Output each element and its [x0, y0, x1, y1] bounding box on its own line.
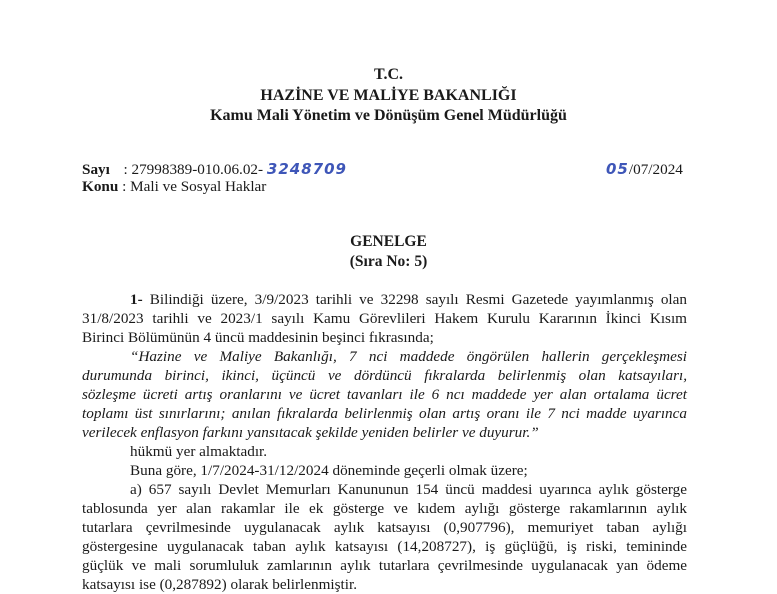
- header-ministry: HAZİNE VE MALİYE BAKANLIĞI: [260, 87, 517, 104]
- item-a-line2: tablosunda yer alan rakamlar ile ek gösterge ve kıdem aylığı gösterge rakamlarının aylık: [82, 500, 687, 517]
- after-quote: hükmü yer almaktadır.: [130, 443, 268, 460]
- quote-line1: “Hazine ve Maliye Bakanlığı, 7 nci maddede öngörülen hallerin gerçekleşmesi: [130, 348, 687, 365]
- sayi-label: Sayı: [82, 161, 110, 178]
- item-a-line5: güçlük ve mali sorumluluk zamlarının aylık tutarlara çevrilmesinde uygulanacak yan ödeme: [82, 557, 687, 574]
- konu-value: : Mali ve Sosyal Haklar: [122, 178, 267, 195]
- doc-title: GENELGE: [350, 233, 427, 250]
- doc-sequence: (Sıra No: 5): [349, 253, 428, 270]
- quote-line4: toplamı üst sınırlarını; anılan fıkralarda belirlenmiş olan artış oranı ile 7 nci madde uyarınca: [82, 405, 687, 422]
- para1-text1: Bilindiği üzere, 3/9/2023 tarihli ve 32298 sayılı Resmi Gazetede yayımlanmış olan: [142, 291, 687, 308]
- item-a-line1: a) 657 sayılı Devlet Memurları Kanununun 154 üncü maddesi uyarınca aylık gösterge: [130, 481, 687, 498]
- para1-line1: [130, 290, 687, 309]
- sayi-value: : 27998389-010.06.02-: [123, 161, 264, 178]
- header-directorate: Kamu Mali Yönetim ve Dönüşüm Genel Müdürlüğü: [210, 107, 567, 124]
- header-tc: T.C.: [373, 66, 404, 83]
- para1-line3: Birinci Bölümünün 4 üncü maddesinin beşinci fıkrasında;: [82, 329, 434, 346]
- date-line: [606, 160, 683, 179]
- date-handwritten-day: 05: [606, 160, 629, 178]
- sayi-handwritten-number: 3248709: [266, 160, 347, 178]
- quote-line3: sözleşme ücreti artış oranlarını ve ücret tavanları ile 6 ncı maddede yer alan ortalama ücret: [82, 386, 687, 403]
- para1-number: 1-: [130, 291, 143, 308]
- para1-line2: 31/8/2023 tarihli ve 2023/1 sayılı Kamu Görevlileri Hakem Kurulu Kararının İkinci Kısım: [82, 310, 687, 327]
- date-printed: /07/2024: [628, 161, 683, 178]
- quote-line2: durumunda birinci, ikinci, üçüncü ve dördüncü fıkralarda belirlenmiş olan katsayıları,: [82, 367, 687, 384]
- quote-line5: verilecek enflasyon farkını yansıtacak şekilde yeniden belirler ve duyurur.”: [82, 424, 539, 441]
- item-a-line4: göstergesine uygulanacak taban aylık katsayısı (14,208727), iş güçlüğü, iş riski, temininde: [82, 538, 687, 555]
- buna-gore: Buna göre, 1/7/2024-31/12/2024 döneminde geçerli olmak üzere;: [130, 462, 528, 479]
- item-a-line3: tutarlara çevrilmesinde uygulanacak aylık katsayısı (0,907796), memuriyet taban aylığı: [82, 519, 687, 536]
- konu-line: [82, 177, 266, 196]
- item-a-line6: katsayısı ise (0,287892) olarak belirlenmiştir.: [82, 576, 358, 593]
- konu-label: Konu: [82, 178, 119, 195]
